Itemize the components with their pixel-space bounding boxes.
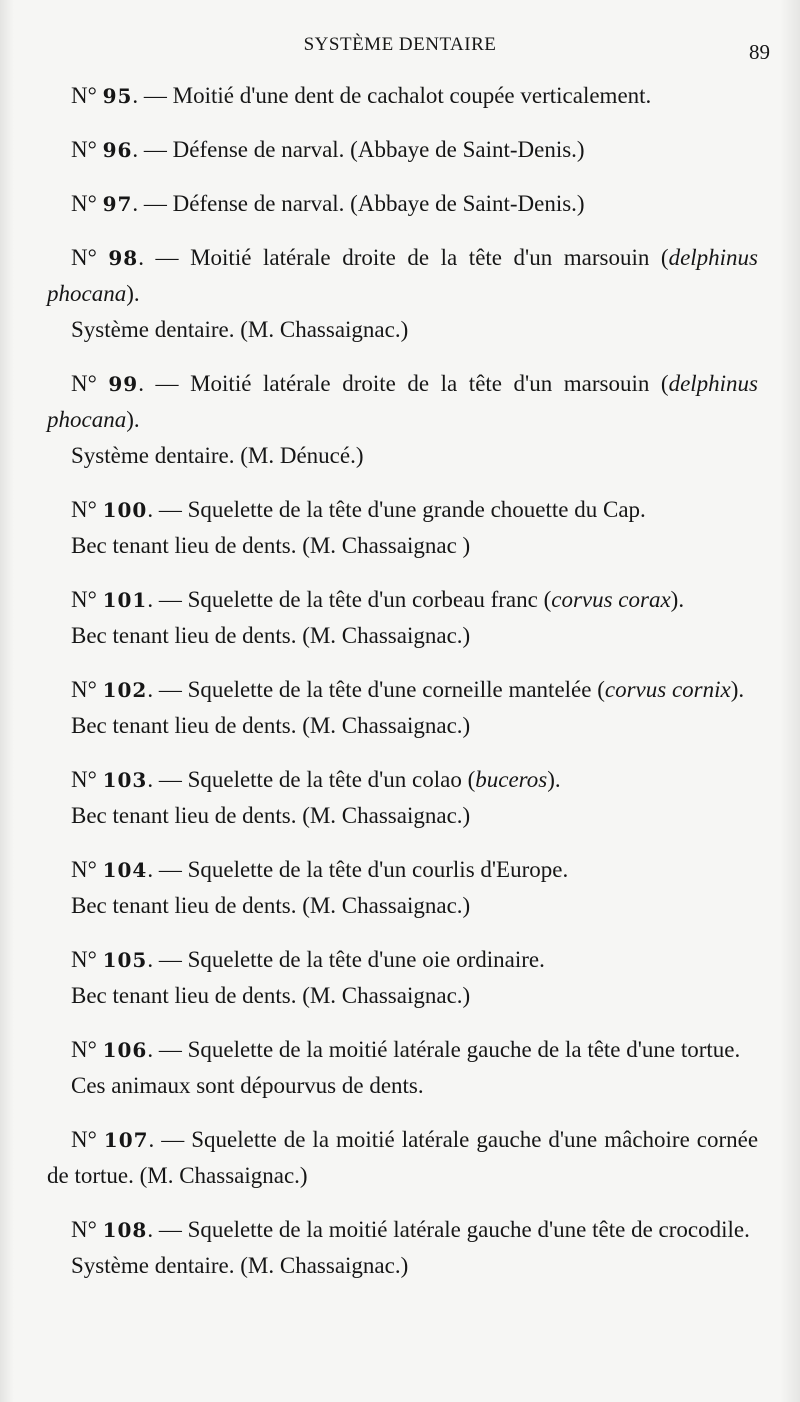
entry-description: Squelette de la tête d'un colao ( [187, 767, 476, 792]
entry-heading: N° 98. — Moitié latérale droite de la tête d'un marsouin (delphinus phocana). [47, 245, 759, 306]
entry-heading: N° 101. — Squelette de la tête d'un corbeau franc (corvus corax). [71, 587, 685, 612]
entry-description: Squelette de la tête d'une corneille mantelée ( [187, 677, 605, 702]
entry-dash: — [158, 587, 182, 612]
entry-heading: N° 105. — Squelette de la tête d'une oie ordinaire. [71, 947, 545, 972]
entry-heading: N° 108. — Squelette de la moitié latérale gauche d'une tête de crocodile. [71, 1217, 750, 1242]
running-title: SYSTÈME DENTAIRE [303, 34, 497, 55]
latin-name: buceros [475, 767, 548, 792]
entry-note: Bec tenant lieu de dents. (M. Chassaignac.) [71, 623, 471, 648]
entry-description: Moitié d'une dent de cachalot coupée verticalement. [172, 83, 652, 108]
entry-description: Squelette de la tête d'une oie ordinaire. [187, 947, 545, 972]
entry-note: Bec tenant lieu de dents. (M. Chassaignac.) [71, 983, 471, 1008]
entry-number: 104 [102, 858, 148, 882]
entry-number: 99 [108, 372, 139, 396]
entry-number: 105 [102, 948, 148, 972]
entry-note: Système dentaire. (M. Chassaignac.) [71, 1253, 409, 1278]
entry-number: 106 [102, 1038, 148, 1062]
entry-number-label: N° [71, 587, 97, 612]
entry-description: Squelette de la moitié latérale gauche d'une tête de crocodile. [187, 1217, 750, 1242]
entry-description: Squelette de la tête d'un courlis d'Europe. [187, 857, 569, 882]
entry-heading: N° 96. — Défense de narval. (Abbaye de Saint-Denis.) [71, 137, 585, 162]
catalog-entry [47, 78, 758, 114]
entry-number-label: N° [71, 677, 97, 702]
entry-dash: — [155, 371, 179, 396]
entry-heading: N° 95. — Moitié d'une dent de cachalot coupée verticalement. [71, 83, 652, 108]
entry-dash: — [158, 857, 182, 882]
entry-description: ). [547, 767, 561, 792]
entry-dash: — [143, 191, 167, 216]
entry-number-label: N° [71, 371, 97, 396]
entry-description: ). [670, 587, 685, 612]
catalog-entry [47, 672, 758, 744]
entry-heading: N° 103. — Squelette de la tête d'un colao (buceros). [71, 767, 561, 792]
entry-note: Bec tenant lieu de dents. (M. Chassaignac.) [71, 713, 471, 738]
entry-number: 102 [102, 678, 148, 702]
entry-number-label: N° [71, 947, 97, 972]
entry-dash: — [158, 947, 182, 972]
page-header [0, 34, 800, 64]
entry-heading: N° 107. — Squelette de la moitié latérale gauche d'une mâchoire cornée de tortue. (M. Chassaignac.) [47, 1127, 759, 1188]
catalog-entry [47, 1122, 758, 1194]
latin-name: delphinus phocana [47, 371, 759, 432]
entry-number-label: N° [71, 83, 97, 108]
catalog-entry [47, 942, 758, 1014]
entry-number-label: N° [71, 857, 97, 882]
entry-number: 98 [108, 246, 139, 270]
entry-description: Squelette de la tête d'une grande chouette du Cap. [187, 497, 646, 522]
entry-number-label: N° [71, 245, 97, 270]
entry-number-label: N° [71, 497, 97, 522]
entry-description: Défense de narval. (Abbaye de Saint-Denis.) [172, 137, 585, 162]
catalog-entries [47, 78, 758, 1302]
entry-number-label: N° [71, 1217, 97, 1242]
entry-number-label: N° [71, 1037, 97, 1062]
latin-name: delphinus phocana [47, 245, 759, 306]
entry-note: Système dentaire. (M. Dénucé.) [71, 443, 364, 468]
entry-note: Bec tenant lieu de dents. (M. Chassaignac.) [71, 893, 471, 918]
entry-number: 100 [102, 498, 148, 522]
entry-heading: N° 106. — Squelette de la moitié latérale gauche de la tête d'une tortue. [71, 1037, 741, 1062]
entry-note: Ces animaux sont dépourvus de dents. [71, 1073, 424, 1098]
entry-dash: — [155, 245, 179, 270]
catalog-entry [47, 186, 758, 222]
entry-heading: N° 99. — Moitié latérale droite de la tête d'un marsouin (delphinus phocana). [47, 371, 759, 432]
entry-description: ). [126, 407, 140, 432]
catalog-entry [47, 132, 758, 168]
entry-note: Bec tenant lieu de dents. (M. Chassaignac.) [71, 803, 471, 828]
entry-dash: — [158, 497, 182, 522]
entry-description: Squelette de la tête d'un corbeau franc ( [187, 587, 552, 612]
entry-description: Moitié latérale droite de la tête d'un marsouin ( [190, 245, 669, 270]
entry-number-label: N° [71, 1127, 97, 1152]
catalog-entry [47, 240, 758, 348]
entry-number-label: N° [71, 191, 97, 216]
entry-description: Squelette de la moitié latérale gauche de la tête d'une tortue. [187, 1037, 741, 1062]
entry-number: 95 [102, 84, 133, 108]
entry-number: 96 [102, 138, 133, 162]
entry-dash: — [143, 137, 167, 162]
catalog-entry [47, 1032, 758, 1104]
entry-description: Moitié latérale droite de la tête d'un marsouin ( [190, 371, 669, 396]
entry-description: ). [730, 677, 745, 702]
entry-description: Squelette de la moitié latérale gauche d'une mâchoire cornée de tortue. (M. Chassaignac.) [47, 1127, 759, 1188]
entry-dash: — [158, 1037, 182, 1062]
catalog-entry [47, 366, 758, 474]
entry-dash: — [158, 767, 182, 792]
entry-number: 101 [102, 588, 148, 612]
entry-note: Bec tenant lieu de dents. (M. Chassaignac ) [71, 533, 471, 558]
entry-dash: — [143, 83, 167, 108]
catalog-entry [47, 492, 758, 564]
catalog-entry [47, 852, 758, 924]
entry-note: Système dentaire. (M. Chassaignac.) [71, 317, 409, 342]
entry-heading: N° 100. — Squelette de la tête d'une grande chouette du Cap. [71, 497, 646, 522]
catalog-entry [47, 1212, 758, 1284]
entry-heading: N° 97. — Défense de narval. (Abbaye de Saint-Denis.) [71, 191, 585, 216]
entry-number: 103 [102, 768, 148, 792]
catalog-entry [47, 762, 758, 834]
entry-heading: N° 104. — Squelette de la tête d'un courlis d'Europe. [71, 857, 569, 882]
entry-dash: — [161, 1127, 185, 1152]
entry-heading: N° 102. — Squelette de la tête d'une corneille mantelée (corvus cornix). [71, 677, 745, 702]
entry-description: ). [126, 281, 140, 306]
entry-number: 107 [103, 1128, 149, 1152]
entry-number-label: N° [71, 767, 97, 792]
entry-description: Défense de narval. (Abbaye de Saint-Denis.) [172, 191, 585, 216]
entry-number: 108 [102, 1218, 148, 1242]
entry-number-label: N° [71, 137, 97, 162]
page-number: 89 [749, 40, 770, 64]
latin-name: corvus corax [551, 587, 671, 612]
latin-name: corvus cornix [604, 677, 731, 702]
entry-dash: — [158, 677, 182, 702]
catalog-entry [47, 582, 758, 654]
entry-number: 97 [102, 192, 133, 216]
entry-dash: — [158, 1217, 182, 1242]
